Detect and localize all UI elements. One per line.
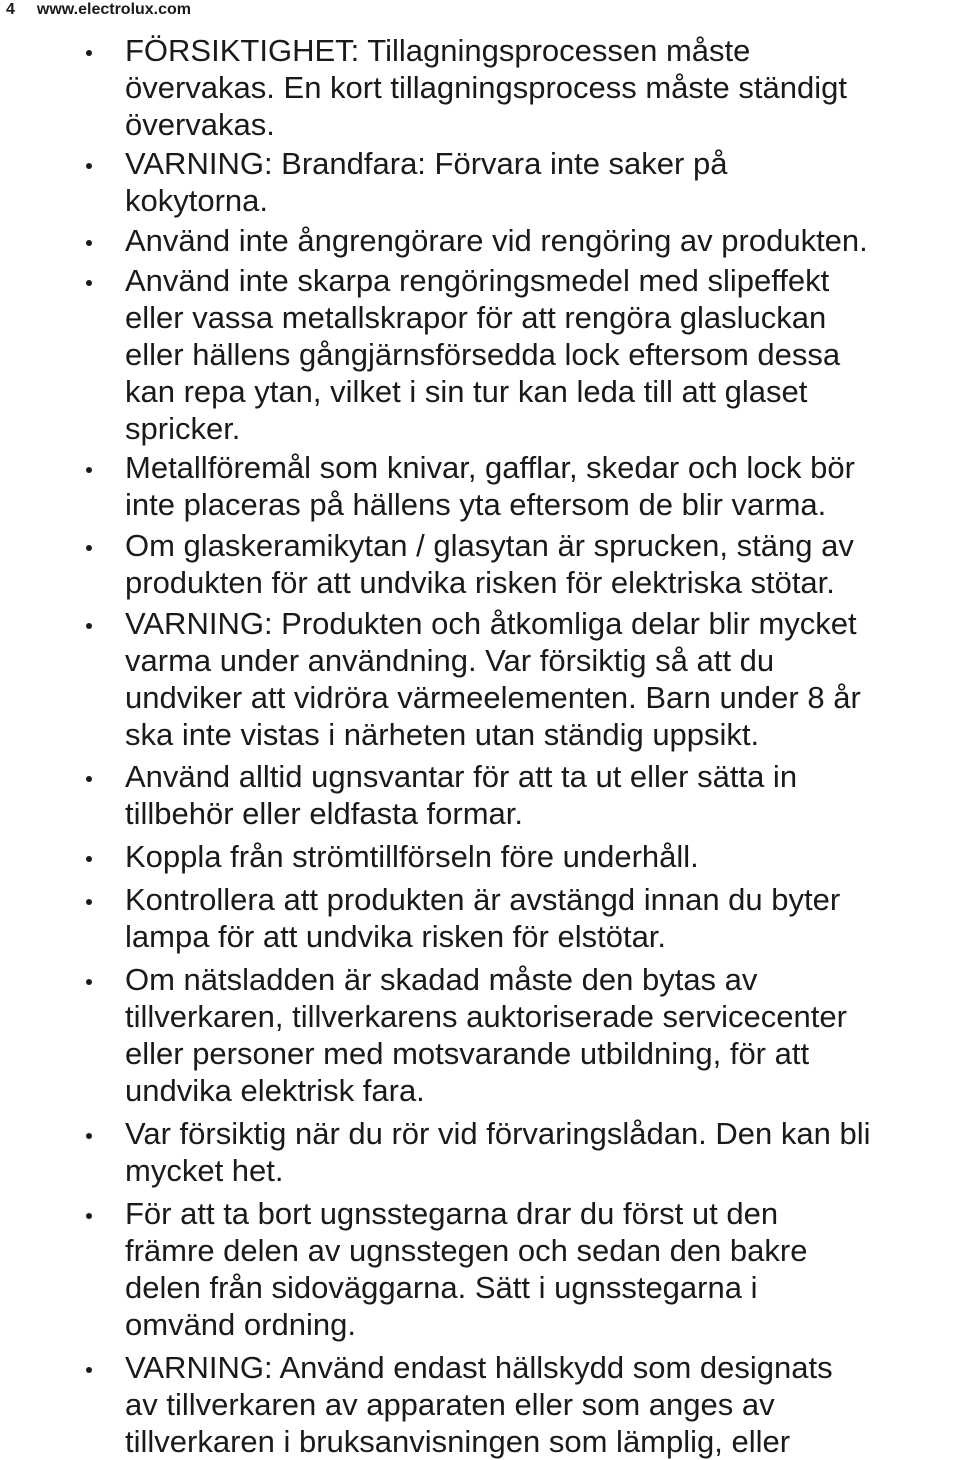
bullet-icon: [86, 50, 92, 56]
bullet-text-line: tillbehör eller eldfasta formar.: [125, 796, 524, 831]
bullet-text-line: övervakas.: [125, 107, 275, 142]
bullet-text-line: Om nätsladden är skadad måste den bytas av: [125, 962, 758, 997]
bullet-text-line: VARNING: Använd endast hällskydd som designats: [125, 1350, 833, 1385]
bullet-icon: [86, 1213, 92, 1219]
bullet-item: [0, 449, 960, 523]
bullet-item: [0, 961, 960, 1109]
bullet-text-line: Använd alltid ugnsvantar för att ta ut eller sätta in: [125, 759, 798, 794]
bullet-item: [0, 1195, 960, 1343]
bullet-text-line: VARNING: Brandfara: Förvara inte saker på: [125, 146, 728, 181]
bullet-text-line: undviker att vidröra värmeelementen. Barn under 8 år: [125, 680, 861, 715]
bullet-item: [0, 32, 960, 143]
bullet-text-line: Använd inte skarpa rengöringsmedel med slipeffekt: [125, 263, 830, 298]
bullet-text-line: Metallföremål som knivar, gafflar, skedar och lock bör: [125, 450, 855, 485]
safety-instructions-list: [0, 32, 960, 1460]
bullet-icon: [86, 623, 92, 629]
bullet-text-line: eller hällens gångjärnsförsedda lock eftersom dessa: [125, 337, 841, 372]
bullet-item: [0, 145, 960, 219]
page-header: [6, 0, 191, 20]
bullet-text-line: kokytorna.: [125, 183, 269, 218]
bullet-icon: [86, 979, 92, 985]
bullet-text-line: ska inte vistas i närheten utan ständig uppsikt.: [125, 717, 760, 752]
bullet-text-line: lampa för att undvika risken för elstötar.: [125, 919, 667, 954]
bullet-item: [0, 1349, 960, 1460]
bullet-icon: [86, 899, 92, 905]
website-url: www.electrolux.com: [36, 1, 192, 18]
bullet-text-line: tillverkaren i bruksanvisningen som lämplig, eller: [125, 1424, 791, 1459]
bullet-item: [0, 527, 960, 601]
bullet-item: [0, 838, 960, 875]
bullet-item: [0, 605, 960, 753]
bullet-item: [0, 758, 960, 832]
bullet-text-line: främre delen av ugnsstegen och sedan den bakre: [125, 1233, 808, 1268]
bullet-text-line: Koppla från strömtillförseln före underhåll.: [125, 839, 699, 874]
bullet-text-line: mycket het.: [125, 1153, 284, 1188]
bullet-text-line: Använd inte ångrengörare vid rengöring av produkten.: [125, 223, 868, 258]
page-number: 4: [6, 1, 15, 18]
bullet-text-line: VARNING: Produkten och åtkomliga delar blir mycket: [125, 606, 857, 641]
bullet-text-line: av tillverkaren av apparaten eller som anges av: [125, 1387, 775, 1422]
bullet-text-line: delen från sidoväggarna. Sätt i ugnsstegarna i: [125, 1270, 758, 1305]
bullet-item: [0, 881, 960, 955]
bullet-item: [0, 1115, 960, 1189]
bullet-text-line: För att ta bort ugnsstegarna drar du först ut den: [125, 1196, 779, 1231]
bullet-text-line: undvika elektrisk fara.: [125, 1073, 425, 1108]
bullet-icon: [86, 280, 92, 286]
bullet-icon: [86, 467, 92, 473]
bullet-text-line: omvänd ordning.: [125, 1307, 356, 1342]
bullet-text-line: kan repa ytan, vilket i sin tur kan leda till att glaset: [125, 374, 808, 409]
bullet-icon: [86, 240, 92, 246]
bullet-text-line: Kontrollera att produkten är avstängd innan du byter: [125, 882, 841, 917]
bullet-text-line: Om glaskeramikytan / glasytan är sprucken, stäng av: [125, 528, 854, 563]
bullet-text-line: tillverkaren, tillverkarens auktoriserade servicecenter: [125, 999, 847, 1034]
bullet-text-line: inte placeras på hällens yta eftersom de blir varma.: [125, 487, 827, 522]
bullet-icon: [86, 1133, 92, 1139]
bullet-text-line: Var försiktig när du rör vid förvaringslådan. Den kan bli: [125, 1116, 871, 1151]
bullet-icon: [86, 545, 92, 551]
bullet-icon: [86, 856, 92, 862]
bullet-text-line: eller personer med motsvarande utbildning, för att: [125, 1036, 810, 1071]
bullet-text-line: spricker.: [125, 411, 241, 446]
bullet-text-line: eller vassa metallskrapor för att rengöra glasluckan: [125, 300, 827, 335]
bullet-text-line: övervakas. En kort tillagningsprocess måste ständigt: [125, 70, 847, 105]
bullet-icon: [86, 776, 92, 782]
bullet-text-line: produkten för att undvika risken för elektriska stötar.: [125, 565, 835, 600]
bullet-text-line: varma under användning. Var försiktig så att du: [125, 643, 775, 678]
bullet-item: [0, 262, 960, 447]
bullet-icon: [86, 163, 92, 169]
bullet-text-line: FÖRSIKTIGHET: Tillagningsprocessen måste: [125, 33, 751, 68]
bullet-icon: [86, 1367, 92, 1373]
bullet-item: [0, 222, 960, 259]
